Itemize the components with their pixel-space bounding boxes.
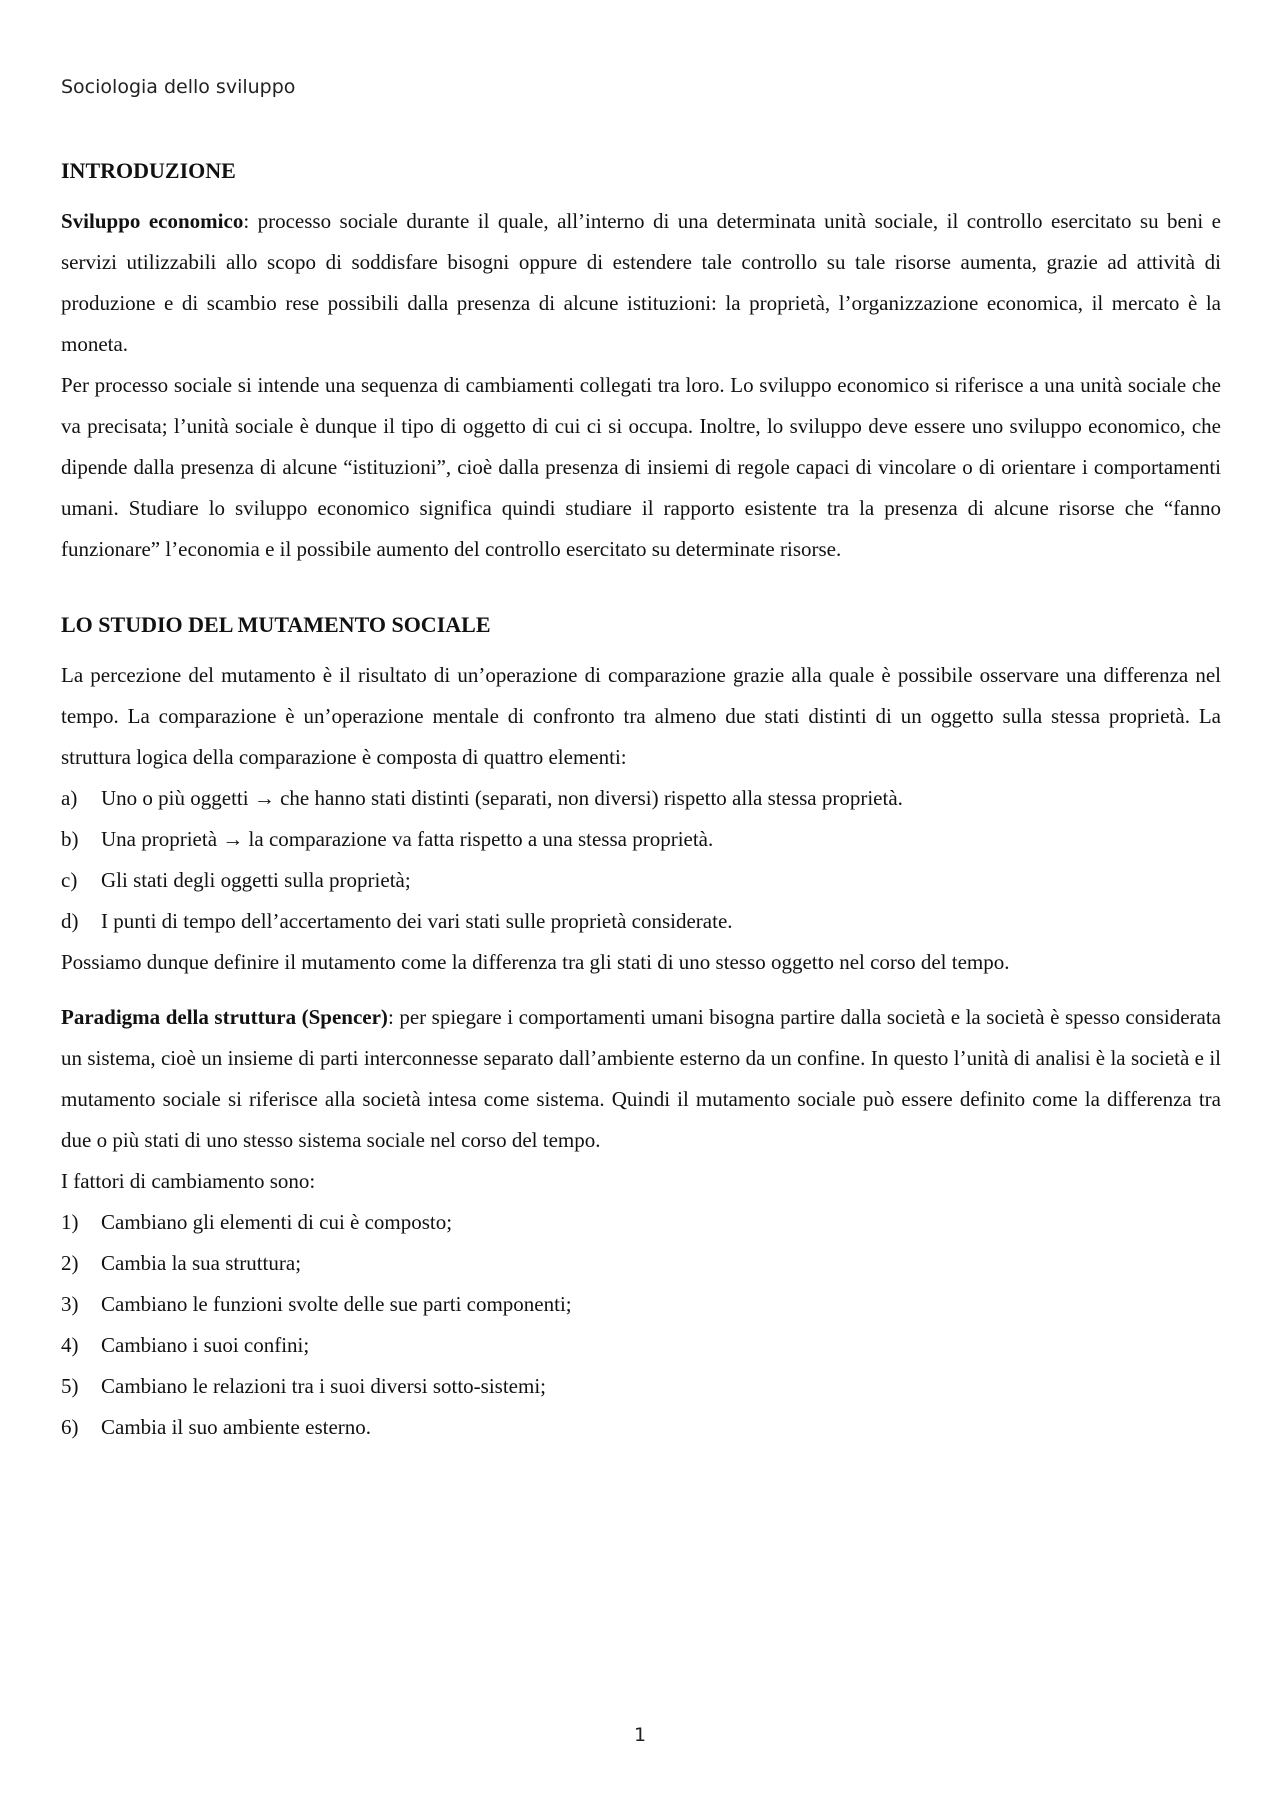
list-marker: 3) (61, 1292, 79, 1316)
list-item-text: Gli stati degli oggetti sulla proprietà; (101, 868, 411, 892)
list-item-text: Una proprietà → la comparazione va fatta rispetto a una stessa proprietà. (101, 827, 714, 851)
section-heading-introduzione: INTRODUZIONE (61, 158, 236, 183)
list-marker: 1) (61, 1210, 79, 1234)
change-factors-list (61, 1202, 1221, 1448)
list-item-text: I punti di tempo dell’accertamento dei vari stati sulle proprietà considerate. (101, 909, 733, 933)
list-marker: c) (61, 868, 78, 892)
list-marker: 6) (61, 1415, 79, 1439)
spacer (61, 983, 1221, 997)
paragraph-sviluppo-economico (61, 201, 1221, 365)
section-heading-mutamento: LO STUDIO DEL MUTAMENTO SOCIALE (61, 612, 491, 637)
paragraph-paradigma-struttura (61, 997, 1221, 1161)
list-item (61, 1325, 1221, 1366)
list-marker: a) (61, 786, 78, 810)
list-item (61, 1243, 1221, 1284)
list-marker: 4) (61, 1333, 79, 1357)
list-item-text: Cambiano i suoi confini; (101, 1333, 310, 1357)
list-item-text: Uno o più oggetti → che hanno stati distinti (separati, non diversi) rispetto alla stessa proprietà. (101, 786, 903, 810)
list-marker: 2) (61, 1251, 79, 1275)
list-marker: b) (61, 827, 79, 851)
paragraph-processo-sociale: Per processo sociale si intende una sequenza di cambiamenti collegati tra loro. Lo sviluppo economico si riferisce a una unità sociale che va precisata; l’unità sociale è dunque il tipo di oggetto di cui ci si occupa. Inoltre, lo sviluppo deve essere uno sviluppo economico, che dipende dalla presenza di alcune “istituzioni”, cioè dalla presenza di insiemi di regole capaci di vincolare o di orientare i comportamenti umani. Studiare lo sviluppo economico significa quindi studiare il rapporto esistente tra la presenza di alcune risorse che “fanno funzionare” l’economia e il possibile aumento del controllo esercitato su determinate risorse. (61, 373, 1221, 561)
paragraph-definizione-mutamento: Possiamo dunque definire il mutamento come la differenza tra gli stati di uno stesso oggetto nel corso del tempo. (61, 950, 1010, 974)
spacer (61, 570, 1221, 604)
list-item-text: Cambiano gli elementi di cui è composto; (101, 1210, 453, 1234)
term-sviluppo-economico: Sviluppo economico (61, 209, 244, 233)
list-item-text: Cambiano le relazioni tra i suoi diversi sotto-sistemi; (101, 1374, 546, 1398)
list-item (61, 778, 1221, 819)
document-body (61, 150, 1221, 1448)
list-item (61, 1407, 1221, 1448)
paragraph-percezione-mutamento: La percezione del mutamento è il risultato di un’operazione di comparazione grazie alla quale è possibile osservare una differenza nel tempo. La comparazione è un’operazione mentale di confronto tra almeno due stati distinti di un oggetto sulla stessa proprietà. La struttura logica della comparazione è composta di quattro elementi: (61, 663, 1221, 769)
running-header: Sociologia dello sviluppo (61, 76, 296, 98)
definition-text: : processo sociale durante il quale, all’interno di una determinata unità sociale, il controllo esercitato su beni e servizi utilizzabili allo scopo di soddisfare bisogni oppure di estendere tale controllo su tale risorse aumenta, grazie ad attività di produzione e di scambio rese possibili dalla presenza di alcune istituzioni: la proprietà, l’organizzazione economica, il mercato è la moneta. (61, 209, 1221, 356)
list-item (61, 1284, 1221, 1325)
list-marker: d) (61, 909, 79, 933)
list-item-text: Cambia la sua struttura; (101, 1251, 302, 1275)
definition-text: : per spiegare i comportamenti umani bisogna partire dalla società e la società è spesso considerata un sistema, cioè un insieme di parti interconnesse separato dall’ambiente esterno da un confine. In questo l’unità di analisi è la società e il mutamento sociale si riferisce alla società intesa come sistema. Quindi il mutamento sociale può essere definito come la differenza tra due o più stati di uno stesso sistema sociale nel corso del tempo. (61, 1005, 1221, 1152)
list-item (61, 819, 1221, 860)
list-item (61, 1202, 1221, 1243)
paragraph-fattori-intro: I fattori di cambiamento sono: (61, 1169, 316, 1193)
list-item (61, 860, 1221, 901)
page-number: 1 (633, 1724, 647, 1746)
list-item (61, 1366, 1221, 1407)
list-marker: 5) (61, 1374, 79, 1398)
list-item-text: Cambia il suo ambiente esterno. (101, 1415, 372, 1439)
comparison-elements-list (61, 778, 1221, 942)
term-paradigma-struttura: Paradigma della struttura (Spencer) (61, 1005, 388, 1029)
list-item (61, 901, 1221, 942)
list-item-text: Cambiano le funzioni svolte delle sue parti componenti; (101, 1292, 572, 1316)
